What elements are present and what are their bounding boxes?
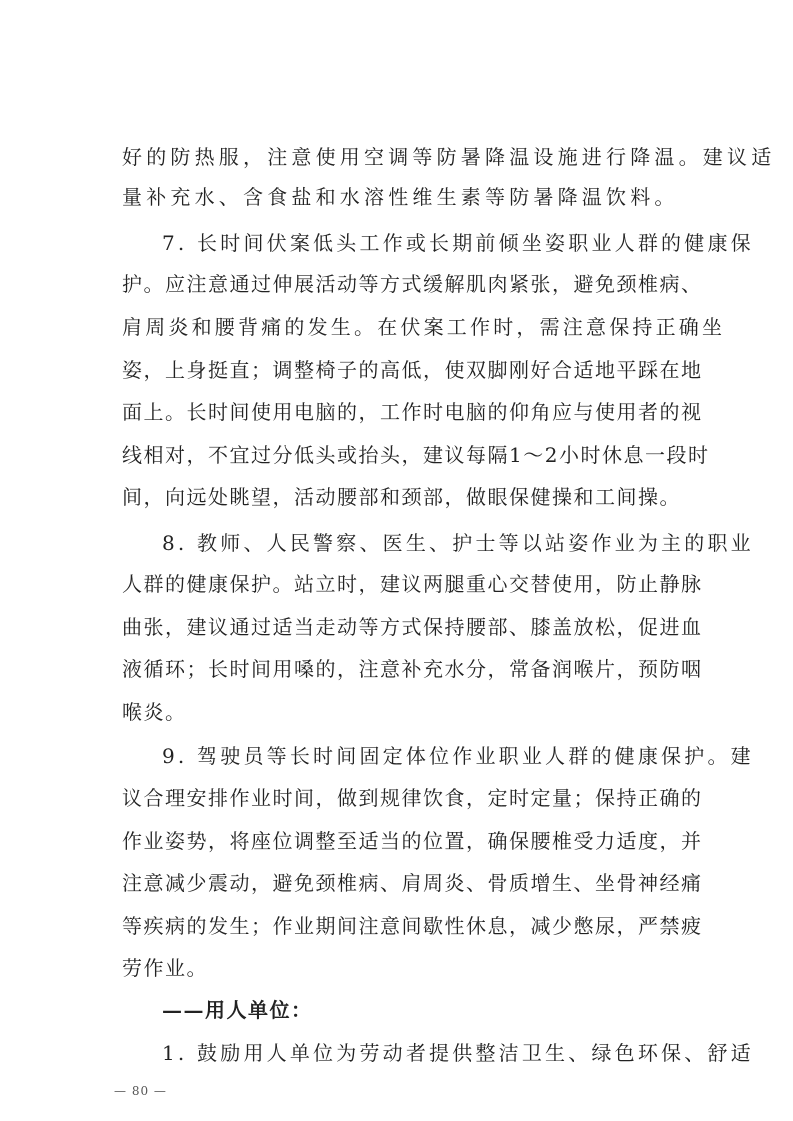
text-line: 等疾病的发生；作业期间注意间歇性休息，减少憋尿，严禁疲 — [122, 914, 703, 938]
text-line: 劳作业。 — [122, 956, 208, 980]
text-line: 线相对，不宜过分低头或抬头，建议每隔1～2小时休息一段时 — [122, 443, 710, 467]
text-line: 喉炎。 — [122, 700, 187, 724]
text-line: 间，向远处眺望，活动腰部和颈部，做眼保健操和工间操。 — [122, 485, 681, 509]
text-line: 面上。长时间使用电脑的，工作时电脑的仰角应与使用者的视 — [122, 400, 703, 424]
text-line: 人群的健康保护。站立时，建议两腿重心交替使用，防止静脉 — [122, 572, 703, 596]
section-heading-employer: ——用人单位： — [162, 998, 313, 1022]
text-line: 好的防热服，注意使用空调等防暑降温设施进行降温。建议适 — [122, 145, 776, 169]
text-line: 护。应注意通过伸展活动等方式缓解肌肉紧张，避免颈椎病、 — [122, 272, 703, 296]
text-line: 注意减少震动，避免颈椎病、肩周炎、骨质增生、坐骨神经痛 — [122, 871, 703, 895]
text-line: 量补充水、含食盐和水溶性维生素等防暑降温饮料。 — [122, 185, 679, 209]
item-9-heading-line: 9. 驾驶员等长时间固定体位作业职业人群的健康保护。建 — [162, 744, 754, 768]
item-7-heading-line: 7. 长时间伏案低头工作或长期前倾坐姿职业人群的健康保 — [162, 231, 754, 255]
text-line: 作业姿势，将座位调整至适当的位置，确保腰椎受力适度，并 — [122, 829, 703, 853]
text-line: 姿，上身挺直；调整椅子的高低，使双脚刚好合适地平踩在地 — [122, 358, 703, 382]
page-number: — 80 — — [114, 1084, 167, 1098]
text-line: 液循环；长时间用嗓的，注意补充水分，常备润喉片，预防咽 — [122, 657, 703, 681]
item-1-heading-line: 1. 鼓励用人单位为劳动者提供整洁卫生、绿色环保、舒适 — [162, 1041, 754, 1065]
text-line: 肩周炎和腰背痛的发生。在伏案工作时，需注意保持正确坐 — [122, 315, 726, 339]
text-line: 议合理安排作业时间，做到规律饮食，定时定量；保持正确的 — [122, 786, 703, 810]
item-8-heading-line: 8. 教师、人民警察、医生、护士等以站姿作业为主的职业 — [162, 531, 754, 555]
body-text — [122, 0, 776, 1040]
last-line-wrapper — [122, 1036, 754, 1076]
text-line: 曲张，建议通过适当走动等方式保持腰部、膝盖放松，促进血 — [122, 615, 703, 639]
